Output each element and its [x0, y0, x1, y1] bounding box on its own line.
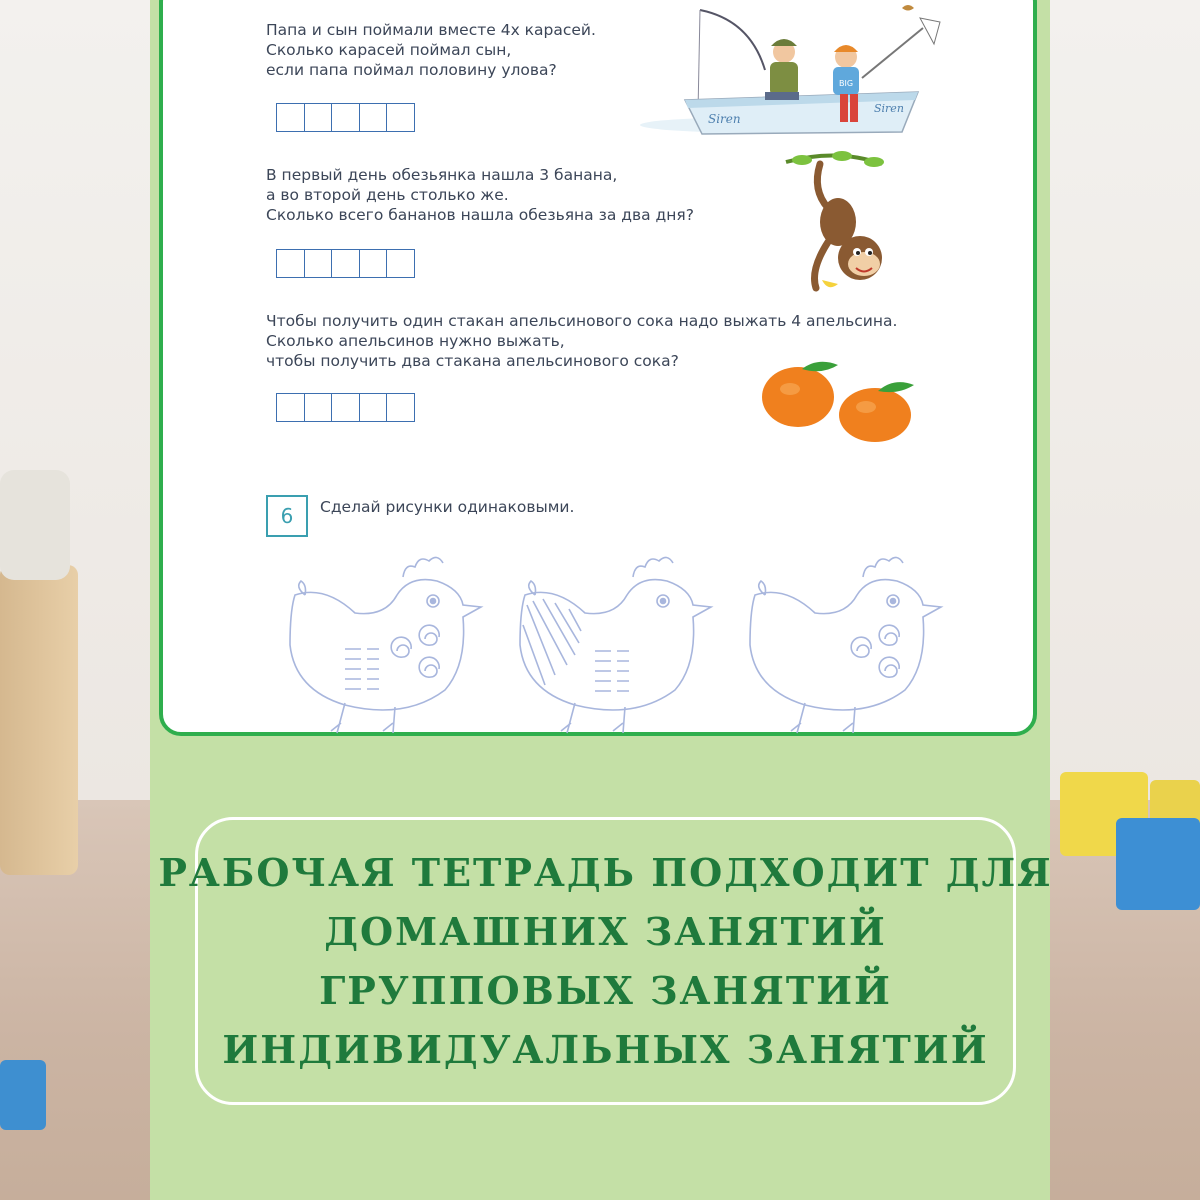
task-line: а во второй день столько же.	[266, 186, 509, 204]
background-toy-jar	[0, 470, 70, 580]
background-block-blue-left	[0, 1060, 46, 1130]
task-text-fishing	[266, 20, 596, 80]
answer-cell[interactable]	[359, 393, 388, 422]
bird-outline-illustration	[745, 555, 955, 740]
banner-line: ДОМАШНИХ ЗАНЯТИЙ	[324, 909, 887, 954]
task-line: если папа поймал половину улова?	[266, 61, 557, 79]
bird-outline-illustration	[285, 555, 495, 740]
answer-cell[interactable]	[359, 249, 388, 278]
task-line: Сколько карасей поймал сын,	[266, 41, 512, 59]
answer-cell[interactable]	[359, 103, 388, 132]
monkey-illustration	[782, 150, 892, 300]
answer-cell[interactable]	[386, 393, 415, 422]
boat-name-left: Siren	[708, 112, 741, 126]
task-number-badge: 6	[266, 495, 308, 537]
answer-cell[interactable]	[304, 103, 333, 132]
task-text-monkey	[266, 165, 694, 225]
banner-line: ИНДИВИДУАЛЬНЫХ ЗАНЯТИЙ	[222, 1027, 989, 1072]
task-line: Папа и сын поймали вместе 4х карасей.	[266, 21, 596, 39]
answer-cell[interactable]	[331, 103, 360, 132]
background-toy-shelf	[0, 565, 78, 875]
answer-boxes[interactable]	[276, 393, 415, 422]
task-line: В первый день обезьянка нашла 3 банана,	[266, 166, 618, 184]
answer-cell[interactable]	[304, 393, 333, 422]
fishing-boat-illustration	[640, 0, 930, 140]
info-banner	[158, 817, 1053, 1105]
answer-cell[interactable]	[331, 393, 360, 422]
answer-cell[interactable]	[276, 249, 305, 278]
bird-outline-illustration	[515, 555, 725, 740]
answer-cell[interactable]	[276, 103, 305, 132]
task-line: Сколько апельсинов нужно выжать,	[266, 332, 565, 350]
task-line: Сколько всего бананов нашла обезьяна за два дня?	[266, 206, 694, 224]
task-line: Чтобы получить один стакан апельсинового сока надо выжать 4 апельсина.	[266, 312, 898, 330]
background-block-blue-right	[1116, 818, 1200, 910]
task-six-text: Сделай рисунки одинаковыми.	[320, 498, 575, 516]
answer-cell[interactable]	[386, 249, 415, 278]
answer-boxes[interactable]	[276, 249, 415, 278]
boy-shirt-text: BIG	[839, 79, 854, 88]
oranges-illustration	[758, 355, 918, 445]
answer-cell[interactable]	[276, 393, 305, 422]
answer-cell[interactable]	[386, 103, 415, 132]
banner-line: РАБОЧАЯ ТЕТРАДЬ ПОДХОДИТ ДЛЯ	[158, 850, 1053, 895]
boat-name-right: Siren	[874, 102, 904, 115]
answer-boxes[interactable]	[276, 103, 415, 132]
banner-line: ГРУППОВЫХ ЗАНЯТИЙ	[319, 968, 892, 1013]
answer-cell[interactable]	[304, 249, 333, 278]
answer-cell[interactable]	[331, 249, 360, 278]
task-line: чтобы получить два стакана апельсинового сока?	[266, 352, 679, 370]
